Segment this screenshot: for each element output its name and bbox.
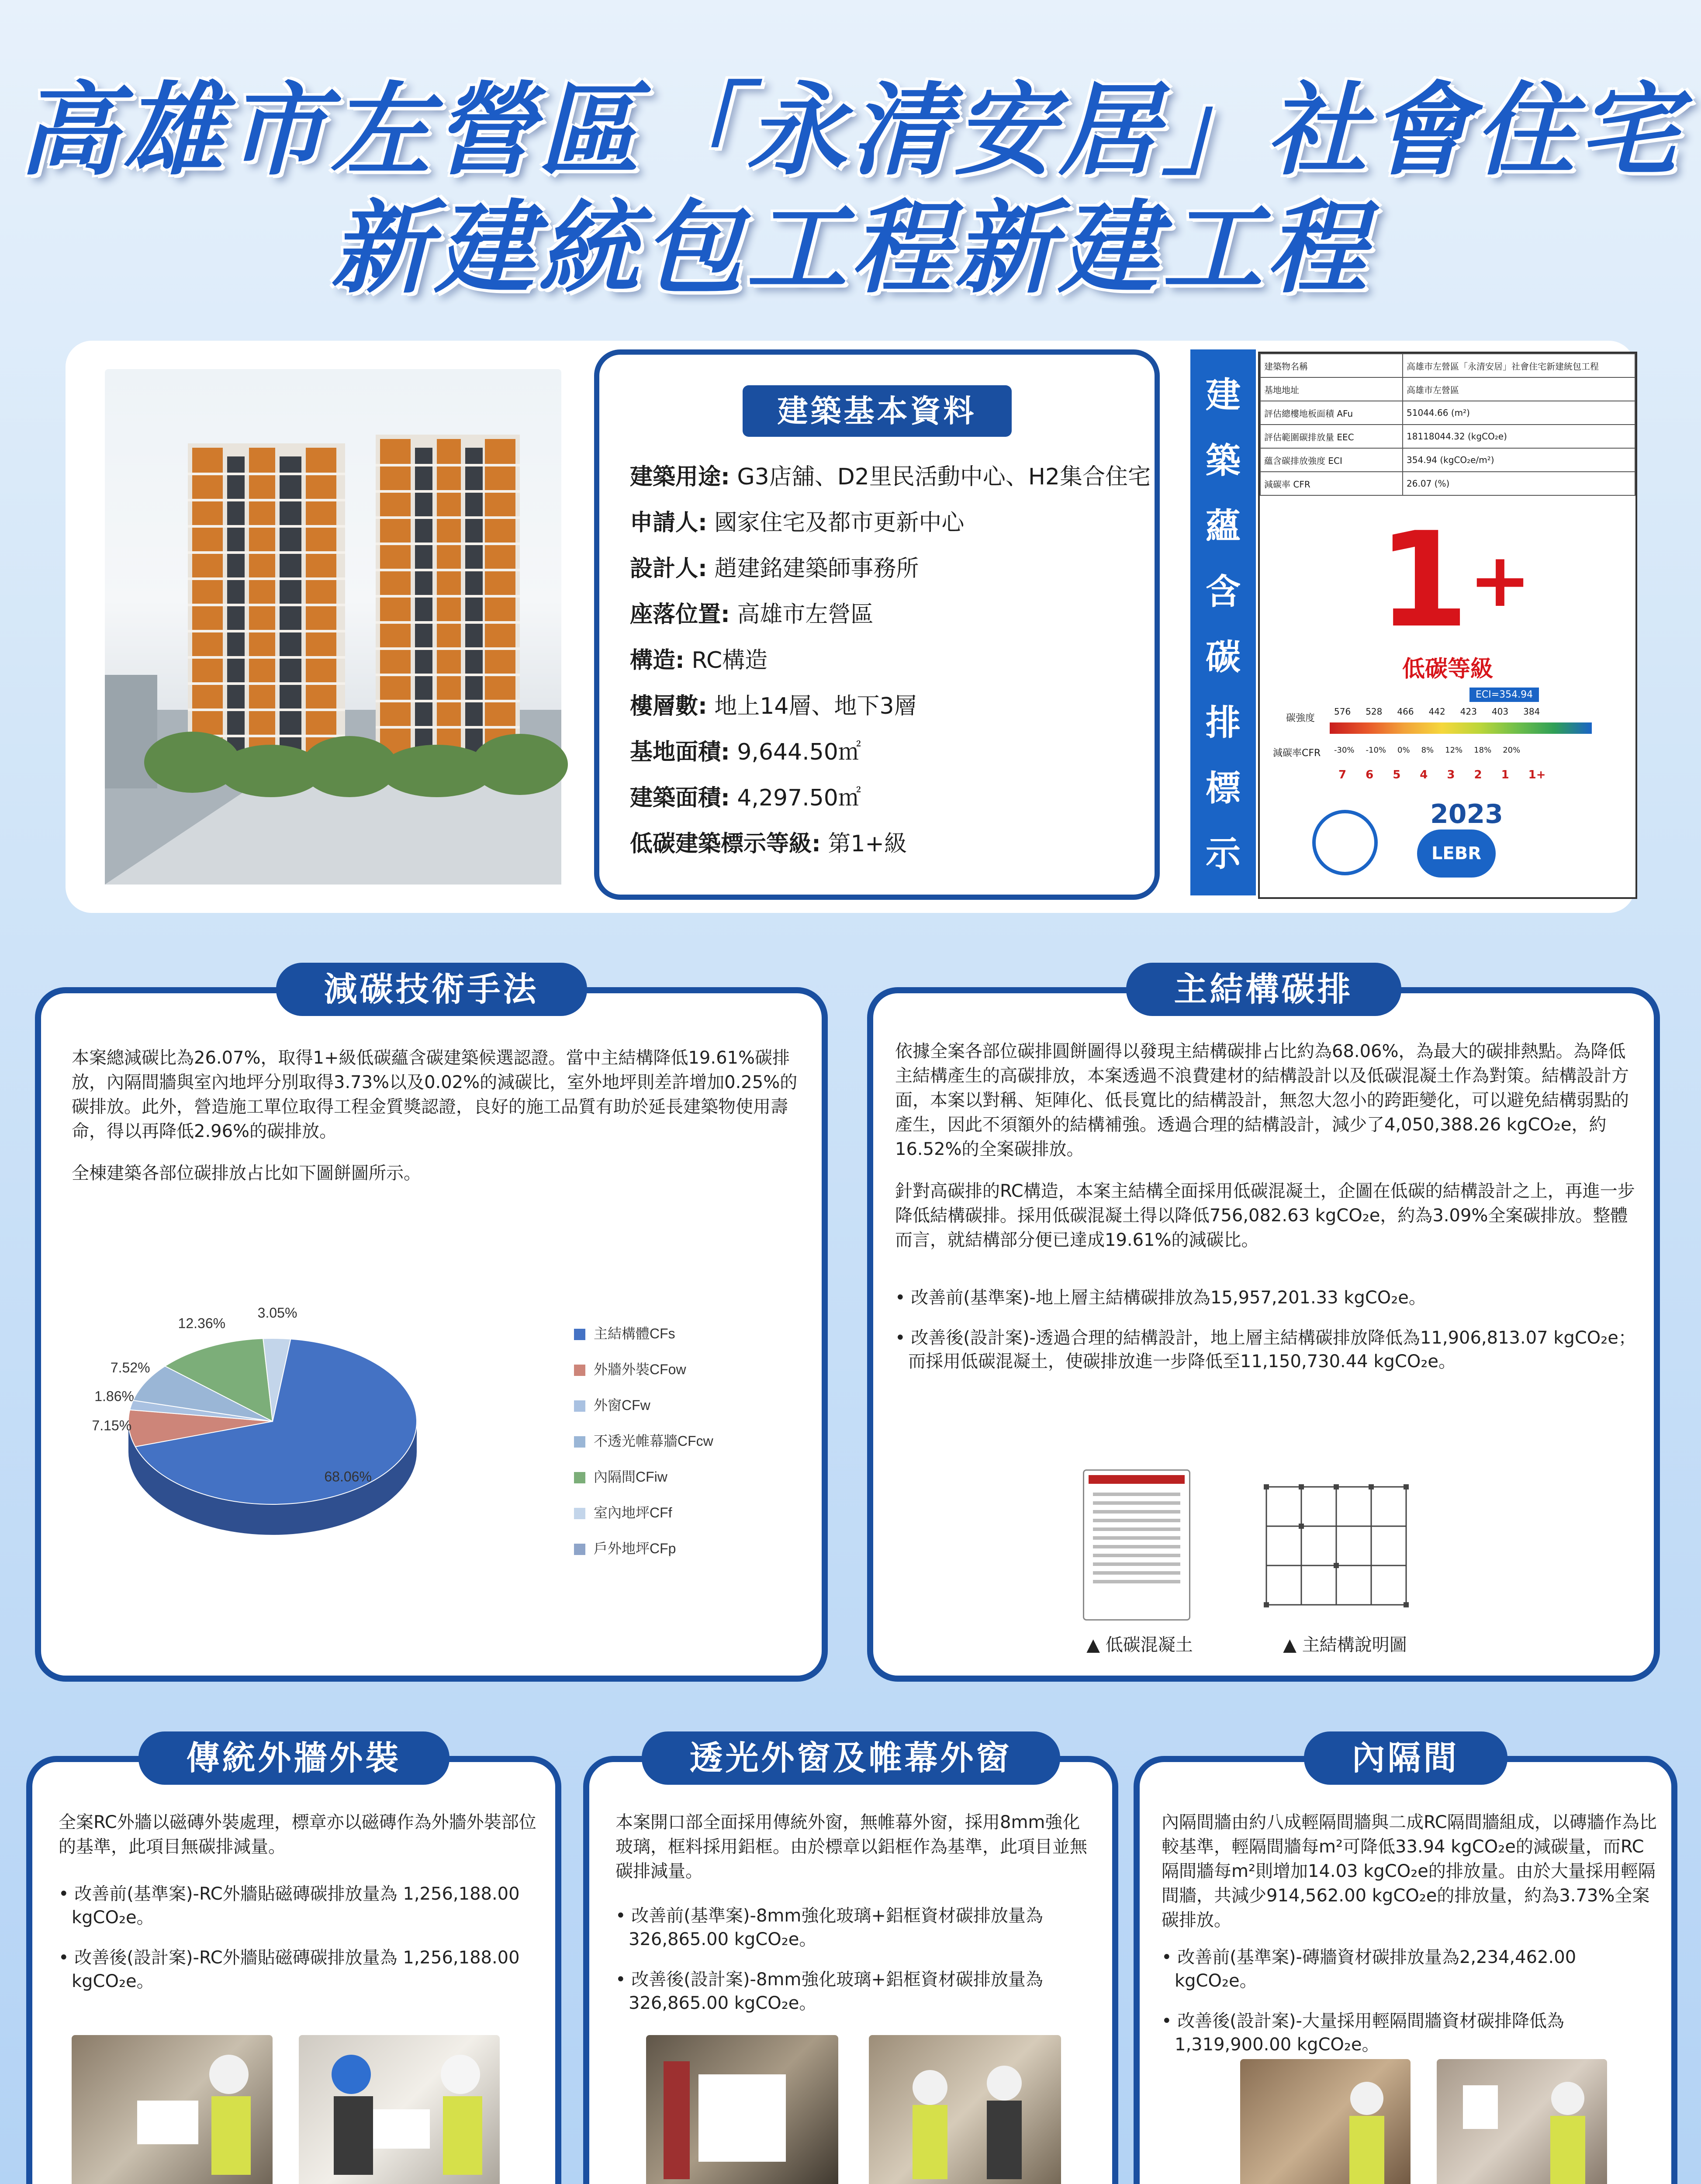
structure-plan-drawing: [1253, 1474, 1419, 1618]
facade-bullets: • 改善前(基準案)-RC外牆貼磁磚碳排放量為 1,256,188.00 kgCO₂e。 • 改善後(設計案)-RC外牆貼磁磚碳排放量為 1,256,188.00 kgCO₂e。: [59, 1884, 520, 1991]
info-row-designer: 設計人: 趙建銘建築師事務所: [630, 556, 919, 582]
facade-heading: 傳統外牆外裝: [138, 1731, 449, 1785]
basic-info-heading: 建築基本資料: [743, 385, 1012, 437]
carbon-pie-chart: [92, 1277, 823, 1635]
reduction-text: 本案總減碳比為26.07%，取得1+級低碳蘊含碳建築候選認證。當中主結構降低19.61%碳排放，內隔間牆與室內地坪分別取得3.73%以及0.02%的減碳比，室外地坪則差許增加0.25%的碳排放。此外，營造施工單位取得工程金質獎認證，良好的施工品質有助於延長建築物使用壽命，得以再降低2.96%的碳排放。 全棟建築各部位碳排放占比如下圖餅圖所示。: [72, 1048, 798, 1183]
partition-bullets: • 改善前(基準案)-磚牆資材碳排放量為2,234,462.00 kgCO₂e。 • 改善後(設計案)-大量採用輕隔間牆資材碳排降低為 1,319,900.00 kgCO₂e。: [1162, 1947, 1577, 2055]
partition-panel: [1134, 1738, 1677, 2184]
basic-info-card: [594, 349, 1160, 900]
reduction-panel: [35, 970, 828, 1682]
pie-data-label-1: 7.15%: [92, 1417, 132, 1434]
page-title-line1: 高雄市左營區「永清安居」社會住宅: [18, 73, 1682, 189]
cfr-scale-label: 減碳率CFR: [1273, 748, 1321, 759]
legend-label-0: 主結構體CFs: [594, 1326, 675, 1341]
info-row-grade: 低碳建築標示等級: 第1+級: [630, 831, 907, 857]
partition-inspection-photo-1: [1240, 2059, 1411, 2184]
eci-scale-values: 576 528 466 442 423 403 384: [1334, 706, 1540, 717]
legend-swatch-3: [574, 1436, 585, 1448]
cfr-scale-values: -30% -10% 0% 8% 12% 18% 20%: [1334, 746, 1521, 755]
lebr-logo-icon: LEBR: [1417, 829, 1496, 878]
pie-data-label-2: 1.86%: [94, 1388, 134, 1404]
structure-panel: [867, 970, 1660, 1682]
grade-color-bar: [1330, 722, 1592, 734]
carbon-label-vertical-title: 建 築 蘊 含 碳 排 標 示: [1190, 349, 1256, 895]
structure-plan-caption: ▲ 主結構說明圖: [1283, 1635, 1407, 1655]
legend-swatch-2: [574, 1400, 585, 1412]
window-panel: [583, 1738, 1118, 2184]
ministry-seal-icon: [1312, 810, 1378, 875]
window-text: 本案開口部全面採用傳統外窗，無帷幕外窗，採用8mm強化玻璃，框料採用鋁框。由於標章以鋁框作為基準，此項目並無碳排減量。: [615, 1812, 1087, 1881]
carbon-label-card: [1258, 352, 1637, 899]
facade-panel: [26, 1738, 561, 2184]
pie-data-label-4: 12.36%: [178, 1315, 226, 1331]
window-inspection-photo-2: [869, 2035, 1061, 2184]
carbon-label-table: 建築物名稱 高雄市左營區「永清安居」社會住宅新建統包工程 基地地址 高雄市左營區 評估總樓地板面積 AFu 51044.66 (m²) 評估範圍碳排放量 EEC 18118044.32 (kgCO₂e) 蘊含碳排放強度 ECI 354.94 (kgCO₂e/m²) 減碳率 CFR 26.07 (%): [1260, 353, 1635, 496]
legend-swatch-0: [574, 1329, 585, 1340]
grade-scale-values: 7 6 5 4 3 2 1 1+: [1338, 768, 1546, 781]
legend-swatch-4: [574, 1472, 585, 1483]
structure-heading: 主結構碳排: [1126, 963, 1401, 1016]
legend-label-1: 外牆外裝CFow: [594, 1362, 686, 1377]
info-row-site-area: 基地面積: 9,644.50㎡: [630, 739, 861, 765]
structure-text: 依據全案各部位碳排圓餅圖得以發現主結構碳排占比約為68.06%，為最大的碳排熱點。為降低主結構產生的高碳排放，本案透過不浪費建材的結構設計以及低碳混凝土作為對策。結構設計方面，本案以對稱、矩陣化、低長寬比的結構設計，無忽大忽小的跨距變化，可以避免結構弱點的產生，因此不須額外的結構補強。透過合理的結構設計，減少了4,050,388.26 kgCO₂e，約16.52%的全案碳排放。 針對高碳排的RC構造，本案主結構全面採用低碳混凝土，企圖在低碳的結構設計之上，再進一步降低結構碳排。採用低碳混凝土得以降低756,082.63 kgCO₂e，約為3.09%全案碳排放。整體而言，就結構部分便已達成19.61%的減碳比。: [895, 1041, 1635, 1250]
info-row-floors: 樓層數: 地上14層、地下3層: [630, 693, 917, 719]
low-carbon-concrete-report-image: [1083, 1469, 1190, 1621]
tile-inspection-photo-1: [72, 2035, 273, 2184]
eci-tag: ECI=354.94: [1469, 688, 1539, 702]
legend-swatch-1: [574, 1365, 585, 1376]
info-row-applicant: 申請人: 國家住宅及都市更新中心: [630, 510, 965, 536]
partition-heading: 內隔間: [1304, 1731, 1507, 1785]
reduction-heading: 減碳技術手法: [276, 963, 587, 1016]
eci-scale-label: 碳強度: [1286, 713, 1315, 724]
info-row-structure: 構造: RC構造: [630, 647, 768, 674]
label-year: 2023: [1430, 799, 1503, 829]
legend-label-2: 外窗CFw: [594, 1397, 650, 1413]
grade-text: 低碳等級: [1402, 656, 1493, 682]
facade-text: 全案RC外牆以磁磚外裝處理，標章亦以磁磚作為外牆外裝部位的基準，此項目無碳排減量。: [59, 1812, 536, 1857]
info-row-building-area: 建築面積: 4,297.50㎡: [630, 785, 861, 811]
low-carbon-concrete-caption: ▲ 低碳混凝土: [1086, 1635, 1193, 1655]
legend-swatch-6: [574, 1544, 585, 1555]
grade-number: 1+: [1378, 504, 1532, 657]
window-bullets: • 改善前(基準案)-8mm強化玻璃+鋁框資材碳排放量為 326,865.00 kgCO₂e。 • 改善後(設計案)-8mm強化玻璃+鋁框資材碳排放量為 326,865.00 kgCO₂e。: [615, 1906, 1043, 2013]
window-inspection-photo-1: [646, 2035, 838, 2184]
legend-swatch-5: [574, 1508, 585, 1519]
partition-text: 內隔間牆由約八成輕隔間牆與二成RC隔間牆組成，以磚牆作為比較基準，輕隔間牆每m²可降低33.94 kgCO₂e的減碳量，而RC隔間牆每m²則增加14.03 kgCO₂e的排放量。由於大量採用輕隔間牆，共減少914,562.00 kgCO₂e的排放量，約為3.73%全案碳排放。: [1162, 1812, 1657, 1930]
legend-label-3: 不透光帷幕牆CFcw: [594, 1433, 713, 1449]
legend-label-5: 室內地坪CFf: [594, 1505, 672, 1521]
partition-inspection-photo-2: [1437, 2059, 1607, 2184]
info-row-location: 座落位置: 高雄市左營區: [630, 601, 874, 628]
page-title-line2: 新建統包工程新建工程: [330, 190, 1370, 307]
tile-inspection-photo-2: [299, 2035, 500, 2184]
legend-label-6: 戶外地坪CFp: [594, 1541, 676, 1556]
legend-label-4: 內隔間CFiw: [594, 1469, 667, 1485]
building-rendering-image: [105, 369, 561, 885]
pie-data-label-5: 3.05%: [257, 1305, 297, 1321]
window-heading: 透光外窗及帷幕外窗: [642, 1731, 1060, 1785]
structure-bullets: • 改善前(基準案)-地上層主結構碳排放為15,957,201.33 kgCO₂e。 • 改善後(設計案)-透過合理的結構設計，地上層主結構碳排放降低為11,906,813.07 kgCO₂e；而採用低碳混凝土，使碳排放進一步降低至11,150,730.44 kgCO₂e。: [895, 1288, 1636, 1372]
pie-data-label-0: 68.06%: [324, 1469, 372, 1485]
info-row-usage: 建築用途: G3店舖、D2里民活動中心、H2集合住宅: [630, 464, 1151, 490]
pie-data-label-3: 7.52%: [110, 1359, 150, 1375]
